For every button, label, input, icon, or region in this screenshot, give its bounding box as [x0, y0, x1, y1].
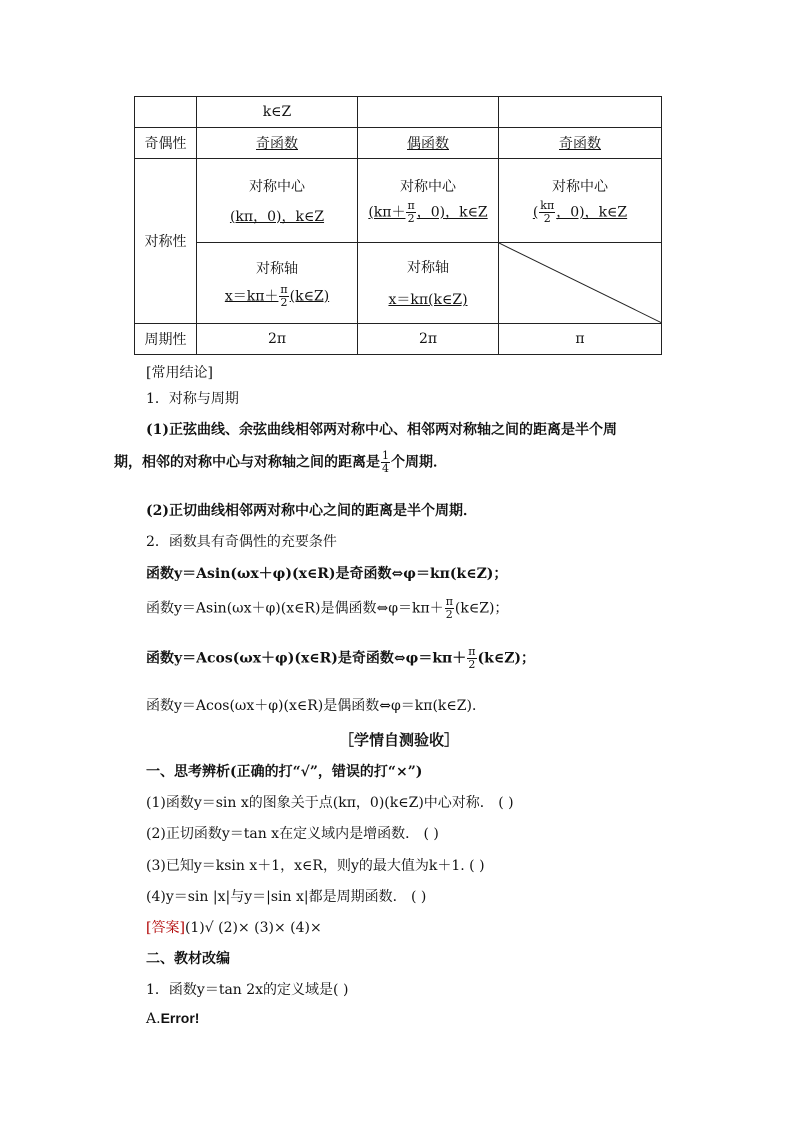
- cell-text: 对称中心: [249, 178, 305, 195]
- numerator: π: [407, 199, 415, 212]
- formula-line: 函数y＝Asin(ωx＋φ)(x∈R)是奇函数⇔φ＝kπ(k∈Z)；: [146, 566, 508, 582]
- conclusions-title: [常用结论]: [146, 365, 213, 381]
- formula-line: [146, 596, 508, 621]
- table-cell: 2π: [358, 324, 499, 355]
- cell-text: 对称中心: [552, 179, 608, 195]
- denominator: 2: [468, 658, 476, 671]
- fraction: [467, 646, 476, 671]
- table-cell: [499, 97, 662, 128]
- table-cell: π: [499, 324, 662, 355]
- diagonal-line-icon: [499, 243, 662, 323]
- diagonal-slash: [499, 243, 661, 323]
- table-cell-empty-diagonal: [499, 243, 662, 324]
- cell-formula: [368, 200, 487, 225]
- table-cell: [197, 159, 358, 243]
- row-label: 奇偶性: [135, 128, 197, 159]
- fraction: [381, 450, 390, 475]
- table-cell: [358, 159, 499, 243]
- text-part: (k∈Z)；: [454, 600, 509, 617]
- numerator: 1: [382, 449, 389, 462]
- denominator: 4: [382, 462, 389, 475]
- trig-properties-table: [134, 96, 662, 355]
- cell-text: 奇函数: [559, 136, 601, 152]
- question-line: (1)函数y＝sin x的图象关于点(kπ，0)(k∈Z)中心对称． ( ): [146, 795, 514, 811]
- table-row-period: [135, 324, 662, 355]
- table-cell: 2π: [197, 324, 358, 355]
- numerator: π: [445, 595, 453, 608]
- table-cell: [358, 128, 499, 159]
- table-cell: [197, 243, 358, 324]
- fraction: [279, 284, 288, 309]
- question-line: (4)y＝sin |x|与y＝|sin x|都是周期函数． ( ): [146, 889, 427, 905]
- table-cell: [499, 159, 662, 243]
- answer-text: (1)√ (2)× (3)× (4)×: [184, 920, 322, 936]
- section-title: 1．对称与周期: [146, 391, 239, 407]
- error-text: Error!: [160, 1010, 200, 1026]
- text-part: 函数y＝Acos(ωx＋φ)(x∈R)是奇函数⇔φ＝kπ＋: [146, 650, 467, 667]
- denominator: 2: [280, 295, 288, 309]
- table-cell: [197, 97, 358, 128]
- text-part: 个周期．: [391, 454, 447, 471]
- fraction: [539, 200, 555, 225]
- cell-text: 对称中心: [400, 179, 456, 195]
- cell-text: 对称轴: [256, 260, 298, 277]
- formula-part: x＝kπ＋: [224, 288, 279, 304]
- paragraph-line: (2)正切曲线相邻两对称中心之间的距离是半个周期．: [146, 503, 477, 519]
- numerator: kπ: [540, 199, 555, 212]
- table-row: [135, 97, 662, 128]
- formula-line: [146, 646, 535, 671]
- table-cell: [358, 243, 499, 324]
- cell-formula: [533, 200, 627, 225]
- option-line: [146, 1010, 199, 1027]
- formula-part: (: [532, 204, 539, 221]
- part-title: 二、教材改编: [146, 951, 230, 967]
- cell-text: (kπ，0)，k∈Z: [229, 208, 325, 225]
- numerator: π: [468, 645, 476, 658]
- question-line: (3)已知y＝ksin x＋1，x∈R，则y的最大值为k＋1. ( ): [146, 858, 485, 874]
- text-part: (k∈Z)；: [477, 650, 536, 667]
- section-heading: ［学情自测验收］: [339, 731, 460, 749]
- table-row-parity: [135, 128, 662, 159]
- formula-part: (k∈Z): [289, 288, 330, 304]
- formula-part: ，0)，k∈Z: [416, 204, 488, 221]
- cell-text: 对称轴: [407, 260, 449, 276]
- cell-text: 奇函数: [256, 136, 298, 152]
- numerator: π: [280, 282, 288, 296]
- text-part: 期，相邻的对称中心与对称轴之间的距离是: [114, 454, 380, 471]
- option-label: A.: [146, 1011, 161, 1027]
- cell-formula: [225, 284, 329, 309]
- answer-label: [答案]: [146, 920, 185, 936]
- paragraph-line: (1)正弦曲线、余弦曲线相邻两对称中心、相邻两对称轴之间的距离是半个周: [146, 422, 617, 438]
- cell-text: k∈Z: [262, 104, 292, 120]
- table-cell: [197, 128, 358, 159]
- row-label: 对称性: [135, 159, 197, 324]
- part-title: 一、思考辨析(正确的打“√”，错误的打“×”): [146, 764, 423, 780]
- table-cell: [135, 97, 197, 128]
- text-part: 函数y＝Asin(ωx＋φ)(x∈R)是偶函数⇔φ＝kπ＋: [146, 600, 444, 617]
- cell-text: x＝kπ(k∈Z): [388, 292, 468, 308]
- table-cell: [358, 97, 499, 128]
- fraction: [406, 200, 415, 225]
- question-line: (2)正切函数y＝tan x在定义域内是增函数． ( ): [146, 826, 439, 842]
- formula-part: ，0)，k∈Z: [556, 204, 628, 221]
- cell-text: 偶函数: [407, 136, 449, 152]
- section-title: 2．函数具有奇偶性的充要条件: [146, 534, 337, 550]
- paragraph-line: [114, 450, 447, 475]
- formula-part: (kπ＋: [368, 204, 406, 221]
- table-row-symmetry-axis: [135, 243, 662, 324]
- fraction: [445, 596, 454, 621]
- row-label: 周期性: [135, 324, 197, 355]
- denominator: 2: [543, 212, 551, 225]
- denominator: 2: [407, 212, 415, 225]
- formula-line: 函数y＝Acos(ωx＋φ)(x∈R)是偶函数⇔φ＝kπ(k∈Z)．: [146, 698, 486, 714]
- table-cell: [499, 128, 662, 159]
- table-row-symmetry-center: [135, 159, 662, 243]
- answer-line: [146, 917, 322, 937]
- exercise-line: 1．函数y＝tan 2x的定义域是( ): [146, 982, 349, 998]
- denominator: 2: [445, 608, 453, 621]
